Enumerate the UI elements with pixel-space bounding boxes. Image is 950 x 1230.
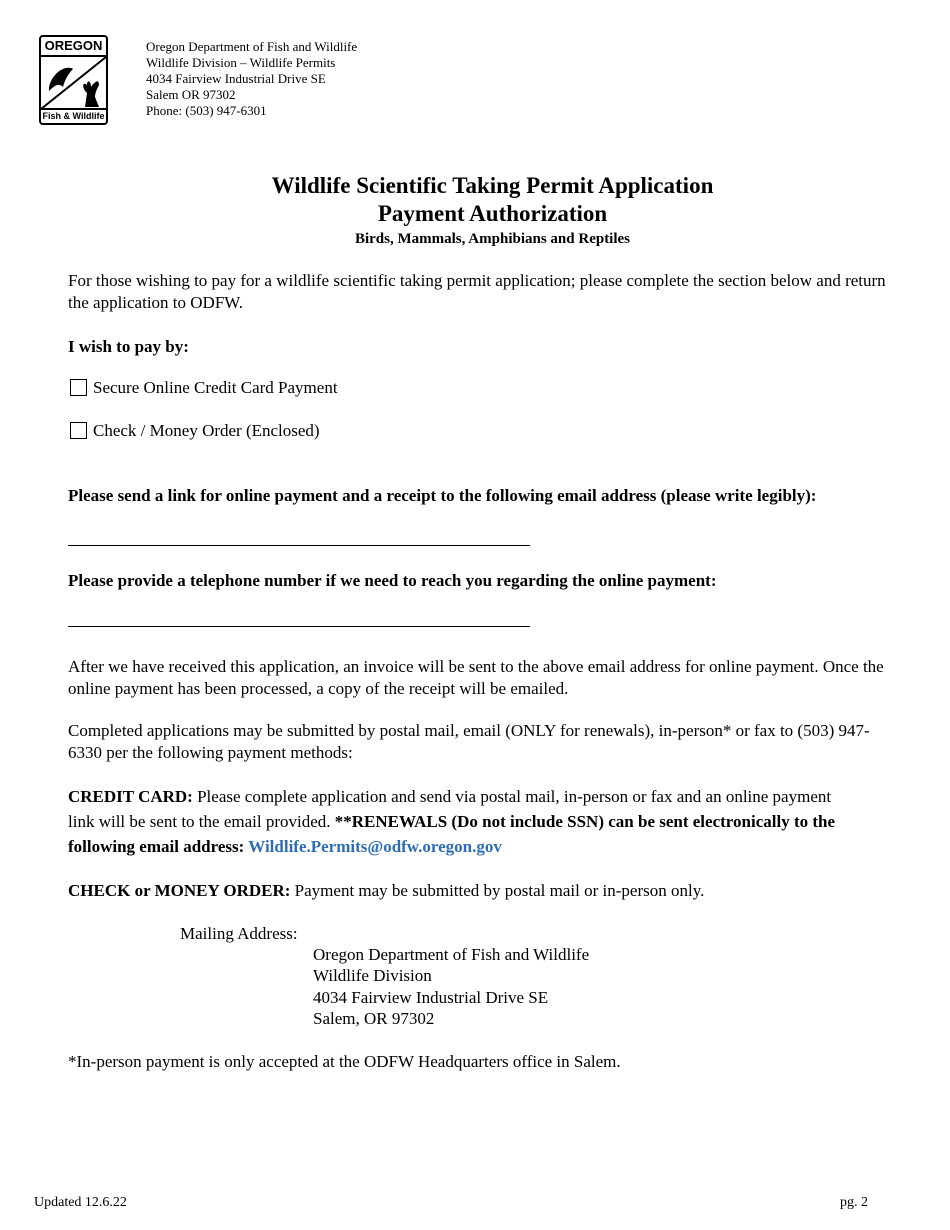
renewals-text: **RENEWALS (Do not include SSN) can be sent electronically to the following email address:: [68, 812, 836, 856]
odfw-logo: [39, 35, 108, 125]
fish-deer-icon: [41, 57, 106, 109]
email-field[interactable]: [68, 522, 530, 544]
address-line: Oregon Department of Fish and Wildlife: [146, 39, 358, 54]
address-line: Salem OR 97302: [146, 87, 236, 102]
address-line: Wildlife Division – Wildlife Permits: [146, 55, 336, 70]
updated-date: Updated 12.6.22: [34, 1195, 127, 1210]
credit-card-paragraph: [68, 784, 858, 859]
mailing-line: Oregon Department of Fish and Wildlife: [313, 945, 590, 964]
page-number: pg. 2: [840, 1195, 868, 1210]
phone-prompt: Please provide a telephone number if we need to reach you regarding the online payment:: [68, 571, 717, 590]
mailing-line: 4034 Fairview Industrial Drive SE: [313, 988, 549, 1007]
footnote: *In-person payment is only accepted at the ODFW Headquarters office in Salem.: [68, 1052, 621, 1071]
option-check[interactable]: [70, 420, 320, 442]
phone-field[interactable]: [68, 603, 530, 625]
option-label: Secure Online Credit Card Payment: [93, 378, 338, 397]
credit-card-label: CREDIT CARD:: [68, 787, 193, 806]
check-label: CHECK or MONEY ORDER:: [68, 881, 291, 900]
mailing-line: Salem, OR 97302: [313, 1009, 435, 1028]
mailing-line: Wildlife Division: [313, 966, 432, 985]
option-label: Check / Money Order (Enclosed): [93, 421, 320, 440]
check-text: Payment may be submitted by postal mail or in-person only.: [290, 881, 705, 900]
email-line: [68, 545, 530, 546]
invoice-paragraph: After we have received this application, an invoice will be sent to the above email address for online payment. Once the online payment has been processed, a copy of the receipt will be emailed.: [68, 657, 884, 698]
address-line: Phone: (503) 947-6301: [146, 103, 267, 118]
logo-top-text: OREGON: [41, 37, 106, 57]
logo-bottom-text: Fish & Wildlife: [41, 108, 106, 123]
pay-by-label: I wish to pay by:: [68, 337, 189, 356]
check-paragraph: [68, 880, 704, 902]
email-prompt: Please send a link for online payment and a receipt to the following email address (please write legibly):: [68, 486, 817, 505]
phone-line: [68, 626, 530, 627]
mailing-label: Mailing Address:: [180, 924, 298, 943]
submit-paragraph: Completed applications may be submitted by postal mail, email (ONLY for renewals), in-person* or fax to (503) 947-6330 per the following payment methods:: [68, 721, 870, 762]
page-subtitle: Birds, Mammals, Amphibians and Reptiles: [354, 231, 631, 247]
intro-text: For those wishing to pay for a wildlife scientific taking permit application; please complete the section below and return the application to ODFW.: [68, 271, 886, 312]
checkbox[interactable]: [70, 422, 87, 439]
page-title-2: Payment Authorization: [377, 201, 608, 226]
credit-card-text: Please complete application and send via postal mail, in-person or fax and an online payment link will be sent to the email provided.: [68, 787, 832, 831]
page-title: Wildlife Scientific Taking Permit Application: [271, 173, 714, 198]
option-online-card[interactable]: [70, 377, 338, 399]
address-line: 4034 Fairview Industrial Drive SE: [146, 71, 326, 86]
checkbox[interactable]: [70, 379, 87, 396]
permits-email-link[interactable]: Wildlife.Permits@odfw.oregon.gov: [248, 837, 502, 856]
